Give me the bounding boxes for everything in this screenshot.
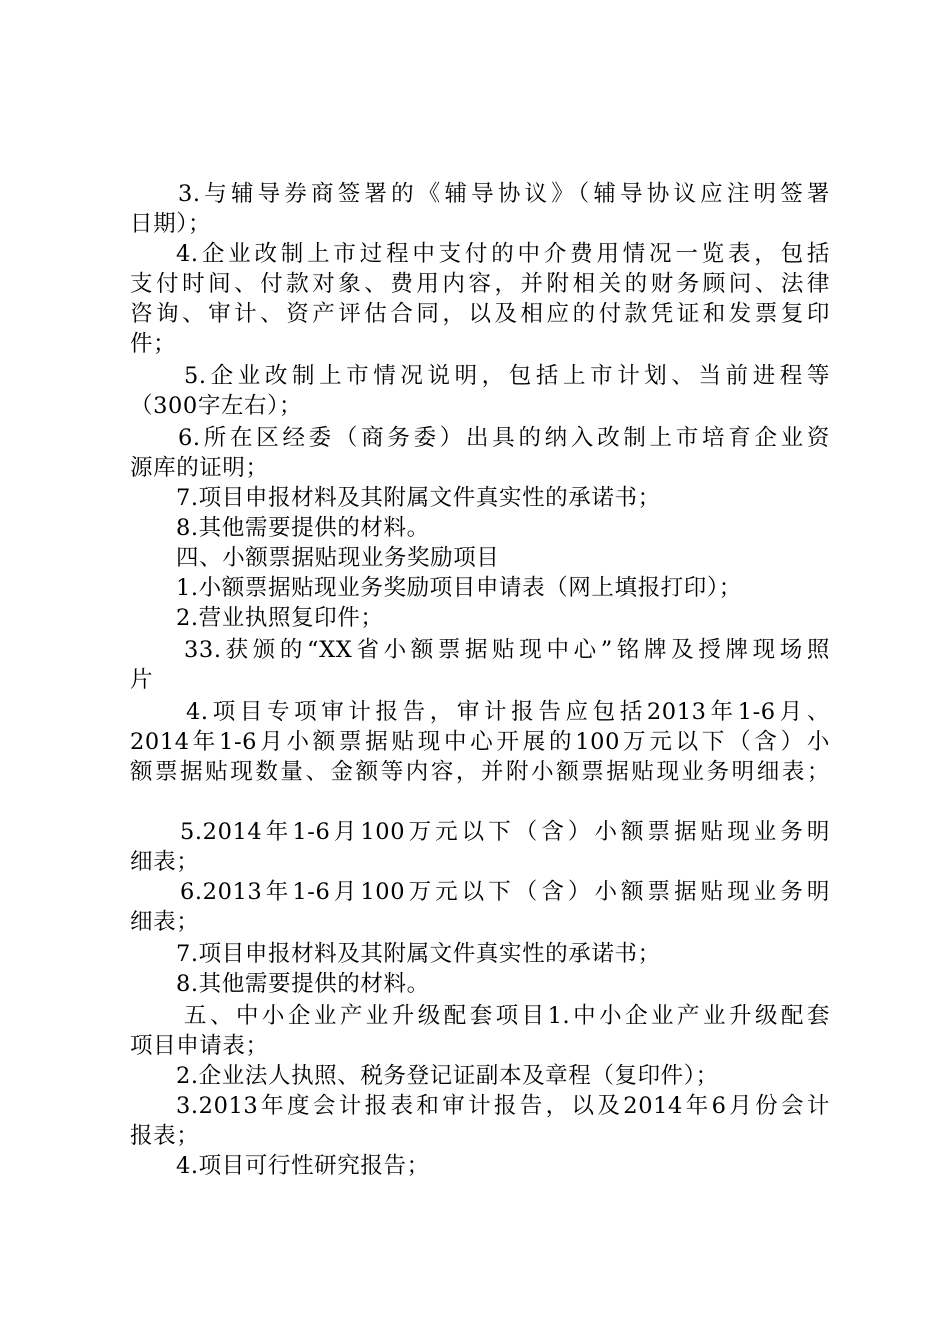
- s5-item-2: 2.企业法人执照、税务登记证副本及章程（复印件）；: [176, 1063, 719, 1089]
- s5-item-3-line-1: 3.2013年度会计报表和审计报告，以及2014年6月份会计: [176, 1093, 830, 1119]
- section-5-heading-line-2: 项目申请表；: [130, 1033, 269, 1059]
- para-3-line-2: 日期）；: [130, 211, 212, 237]
- para-4-line-1: 4.企业改制上市过程中支付的中介费用情况一览表，包括: [176, 241, 830, 267]
- para-5-line-1: 5.企业改制上市情况说明，包括上市计划、当前进程等: [184, 363, 830, 389]
- s4-item-2: 2.营业执照复印件；: [176, 605, 384, 631]
- s5-item-4: 4.项目可行性研究报告；: [176, 1153, 430, 1179]
- para-3-line-1: 3.与辅导券商签署的《辅导协议》（辅导协议应注明签署: [178, 181, 830, 207]
- s4-item-3-line-2: 片: [130, 667, 154, 693]
- para-6-line-1: 6.所在区经委（商务委）出具的纳入改制上市培育企业资: [178, 425, 830, 451]
- s4-item-4-line-1: 4.项目专项审计报告，审计报告应包括2013年1-6月、: [186, 699, 830, 725]
- s5-item-3-line-2: 报表；: [130, 1123, 200, 1149]
- s4-item-6-line-1: 6.2013年1-6月100万元以下（含）小额票据贴现业务明: [180, 879, 830, 905]
- s4-item-1: 1.小额票据贴现业务奖励项目申请表（网上填报打印）；: [176, 575, 742, 601]
- s4-item-8: 8.其他需要提供的材料。: [176, 971, 430, 997]
- para-5-line-2: （300字左右）；: [130, 393, 303, 419]
- s4-item-3-line-1: 33.获颁的“XX省小额票据贴现中心”铭牌及授牌现场照: [184, 637, 830, 663]
- s4-item-4-line-3: 额票据贴现数量、金额等内容，并附小额票据贴现业务明细表；: [130, 759, 830, 785]
- para-8-line: 8.其他需要提供的材料。: [176, 515, 430, 541]
- s4-item-5-line-2: 细表；: [130, 849, 200, 875]
- para-4-line-2: 支付时间、付款对象、费用内容，并附相关的财务顾问、法律: [130, 271, 830, 297]
- section-5-heading-line-1: 五、中小企业产业升级配套项目1.中小企业产业升级配套: [184, 1003, 830, 1029]
- s4-item-5-line-1: 5.2014年1-6月100万元以下（含）小额票据贴现业务明: [180, 819, 830, 845]
- para-4-line-4: 件；: [130, 331, 177, 357]
- para-6-line-2: 源库的证明；: [130, 455, 269, 481]
- s4-item-4-line-2: 2014年1-6月小额票据贴现中心开展的100万元以下（含）小: [130, 729, 830, 755]
- para-7-line: 7.项目申报材料及其附属文件真实性的承诺书；: [176, 485, 661, 511]
- s4-item-6-line-2: 细表；: [130, 909, 200, 935]
- section-4-heading: 四、小额票据贴现业务奖励项目: [176, 545, 500, 571]
- s4-item-7: 7.项目申报材料及其附属文件真实性的承诺书；: [176, 941, 661, 967]
- para-4-line-3: 咨询、审计、资产评估合同，以及相应的付款凭证和发票复印: [130, 301, 830, 327]
